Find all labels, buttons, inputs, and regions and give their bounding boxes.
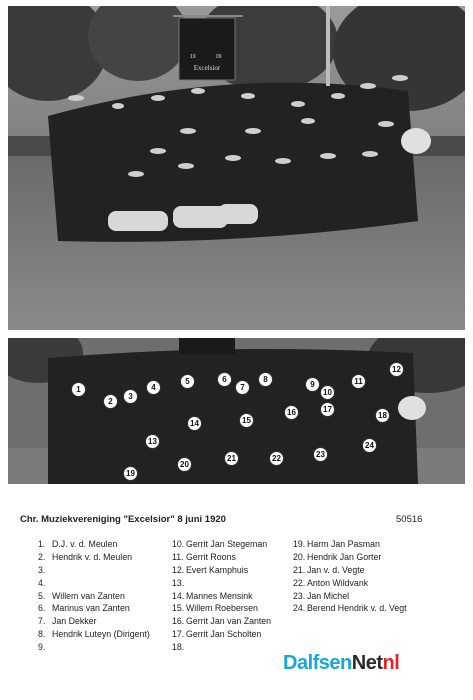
name-list-column-3 (293, 538, 407, 615)
person-marker-7: 7 (235, 380, 250, 395)
person-marker-6: 6 (217, 372, 232, 387)
caption-code: 50516 (396, 514, 423, 525)
person-marker-5: 5 (180, 374, 195, 389)
name-entry: 20. Hendrik Jan Gorter (293, 551, 382, 562)
person-marker-21: 21 (224, 451, 239, 466)
name-entry: 6. Marinus van Zanten (38, 603, 130, 614)
caption-title: Chr. Muziekvereniging "Excelsior" 8 juni 1920 (20, 514, 226, 525)
name-entry: 4. (38, 577, 46, 588)
name-entry: 13. (172, 577, 185, 588)
person-marker-17: 17 (320, 402, 335, 417)
name-entry: 21. Jan v. d. Vegte (293, 564, 365, 575)
group-photo (8, 6, 465, 330)
name-entry: 22. Anton Wildvank (293, 577, 369, 588)
person-marker-4: 4 (146, 380, 161, 395)
banner-year-right: 09 (216, 54, 222, 60)
person-marker-12: 12 (389, 362, 404, 377)
numbered-group-photo (8, 338, 465, 484)
name-entry: 5. Willem van Zanten (38, 590, 125, 601)
name-entry: 12. Evert Kamphuis (172, 564, 249, 575)
name-entry: 17. Gerrit Jan Scholten (172, 629, 262, 640)
person-marker-16: 16 (284, 405, 299, 420)
person-marker-3: 3 (123, 389, 138, 404)
banner-text: Excelsior (193, 64, 221, 72)
name-entry: 18. (172, 642, 185, 653)
person-marker-2: 2 (103, 394, 118, 409)
name-entry: 24. Berend Hendrik v. d. Vegt (293, 603, 407, 614)
group-photo-image (8, 6, 465, 330)
person-marker-14: 14 (187, 416, 202, 431)
name-list-column-2 (172, 538, 271, 654)
name-entry: 9. (38, 642, 46, 653)
person-marker-1: 1 (71, 382, 86, 397)
name-list-column-1 (38, 538, 150, 654)
name-entry: 11. Gerrit Roons (172, 551, 236, 562)
person-marker-15: 15 (239, 413, 254, 428)
name-entry: 8. Hendrik Luteyn (Dirigent) (38, 629, 150, 640)
name-entry: 19. Harm Jan Pasman (293, 539, 380, 549)
name-entry: 2. Hendrik v. d. Meulen (38, 551, 133, 562)
name-entry: 15. Willem Roebersen (172, 603, 258, 614)
name-entry: 1. D.J. v. d. Meulen (38, 539, 118, 549)
dalfsennet-logo: DalfsenNetnl (283, 652, 400, 674)
person-marker-8: 8 (258, 372, 273, 387)
person-marker-10: 10 (320, 385, 335, 400)
name-entry: 14. Mannes Mensink (172, 590, 253, 601)
name-entry: 7. Jan Dekker (38, 616, 97, 627)
person-marker-19: 19 (123, 466, 138, 481)
person-marker-20: 20 (177, 457, 192, 472)
name-entry: 16. Gerrit Jan van Zanten (172, 616, 272, 627)
person-marker-22: 22 (269, 451, 284, 466)
person-marker-18: 18 (375, 408, 390, 423)
person-marker-13: 13 (145, 434, 160, 449)
name-entry: 3. (38, 564, 46, 575)
person-marker-9: 9 (305, 377, 320, 392)
person-marker-11: 11 (351, 374, 366, 389)
person-marker-24: 24 (362, 438, 377, 453)
name-entry: 23. Jan Michel (293, 590, 350, 601)
name-entry: 10. Gerrit Jan Stegeman (172, 539, 268, 549)
person-marker-23: 23 (313, 447, 328, 462)
banner-year-left: 19 (190, 54, 196, 60)
